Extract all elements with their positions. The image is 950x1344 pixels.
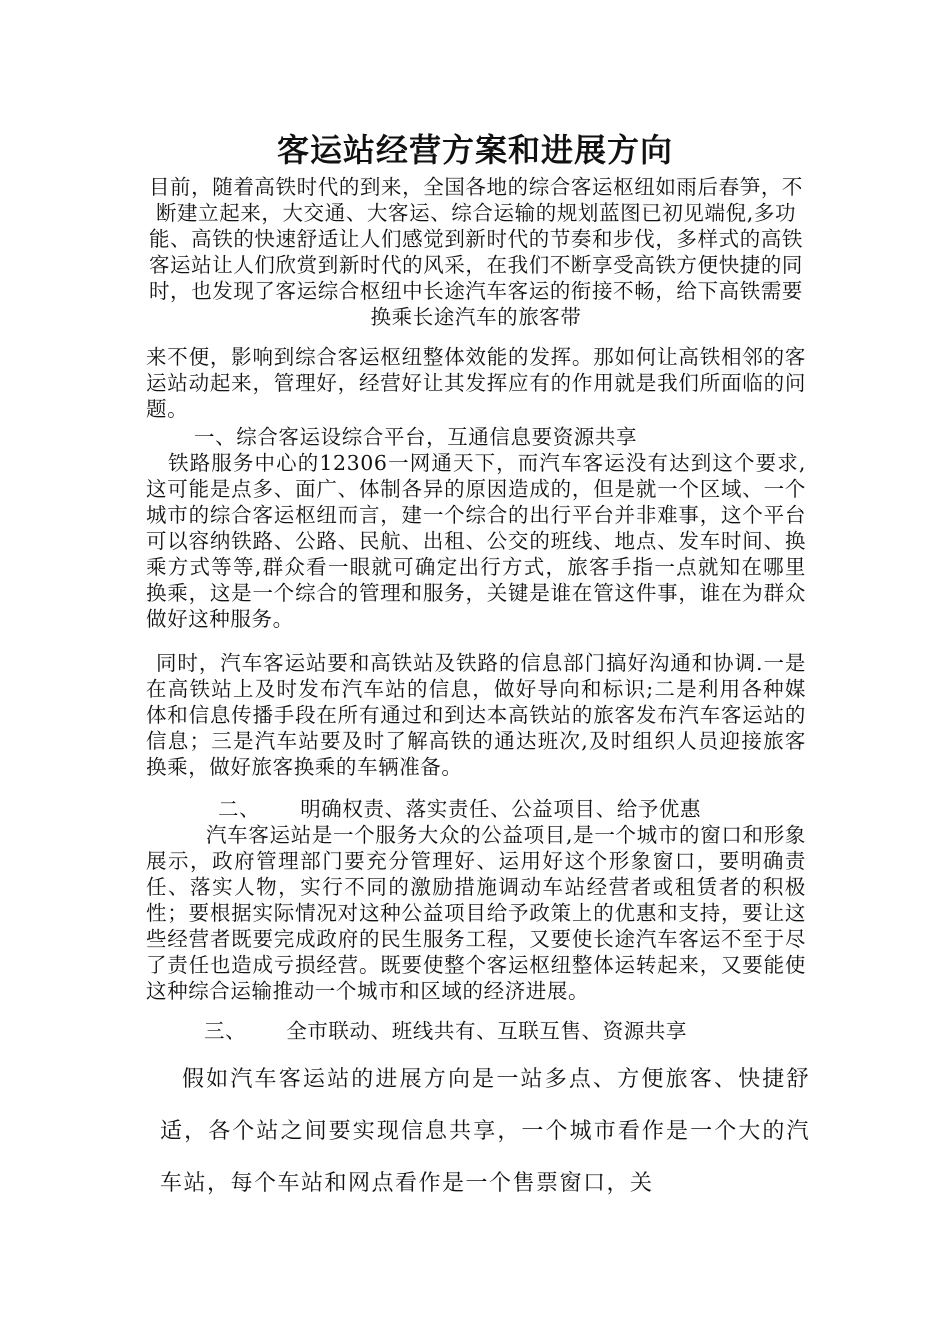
section-3-number: 三、 [204,1019,247,1043]
section-2-number: 二、 [218,797,261,821]
section-1-paragraph-2 [146,650,806,780]
section-2-title: 明确权责、落实责任、公益项目、给予优惠 [300,797,702,821]
paragraph-text: 假如汽车客运站的进展方向是一站多点、方便旅客、快捷舒适，各个站之间要实现信息共享，一个城市看作是一个大的汽车站，每个车站和网点看作是一个售票窗口，关 [160,1067,810,1196]
paragraph-text: 同时，汽车客运站要和高铁站及铁路的信息部门搞好沟通和协调.一是在高铁站上及时发布汽车站的信息，做好导向和标识;二是利用各种媒体和信息传播手段在所有通过和到达本高铁站的旅客发布汽车客运站的信息；三是汽车站要及时了解高铁的通达班次,及时组织人员迎接旅客换乘，做好旅客换乘的车辆准备。 [146,651,806,779]
page-title: 客运站经营方案和进展方向 [276,131,673,169]
section-2-paragraph [146,822,806,1004]
intro-paragraph-continued: 来不便，影响到综合客运枢纽整体效能的发挥。那如何让高铁相邻的客运站动起来，管理好，经营好让其发挥应有的作用就是我们所面临的问题。 [146,345,806,421]
paragraph-text: 汽车客运站是一个服务大众的公益项目,是一个城市的窗口和形象展示，政府管理部门要充分管理好、运用好这个形象窗口，要明确责任、落实人物，实行不同的激励措施调动车站经营者或租赁者的积极性；要根据实际情况对这种公益项目给予政策上的优惠和支持，要让这些经营者既要完成政府的民生服务工程，又要使长途汽车客运不至于尽了责任也造成亏损经营。既要使整个客运枢纽整体运转起来，又要能使这种综合运输推动一个城市和区域的经济进展。 [146,823,806,1003]
section-3-paragraph [160,1054,810,1210]
section-1-heading: 一、综合客运设综合平台，互通信息要资源共享 [194,425,638,449]
section-3-heading [204,1018,794,1044]
intro-paragraph: 目前，随着高铁时代的到来，全国各地的综合客运枢纽如雨后春笋，不断建立起来，大交通、大客运、综合运输的规划蓝图已初见端倪,多功能、高铁的快速舒适让人们感觉到新时代的节奏和步伐，多样式的高铁客运站让人们欣赏到新时代的风采，在我们不断享受高铁方便快捷的同时，也发现了客运综合枢纽中长途汽车客运的衔接不畅，给下高铁需要换乘长途汽车的旅客带 [148,175,804,329]
paragraph-text: 铁路服务中心的12306一网通天下，而汽车客运没有达到这个要求,这可能是点多、面广、体制各异的原因造成的，但是就一个区域、一个城市的综合客运枢纽而言，建一个综合的出行平台并非难事，这个平台可以容纳铁路、公路、民航、出租、公交的班线、地点、发车时间、换乘方式等等,群众看一眼就可确定出行方式，旅客手指一点就知在哪里换乘，这是一个综合的管理和服务，关键是谁在管这件事，谁在为群众做好这种服务。 [146,451,806,631]
section-3-title: 全市联动、班线共有、互联互售、资源共享 [286,1019,688,1043]
section-2-heading [218,796,798,822]
section-1-paragraph-1 [146,450,806,632]
